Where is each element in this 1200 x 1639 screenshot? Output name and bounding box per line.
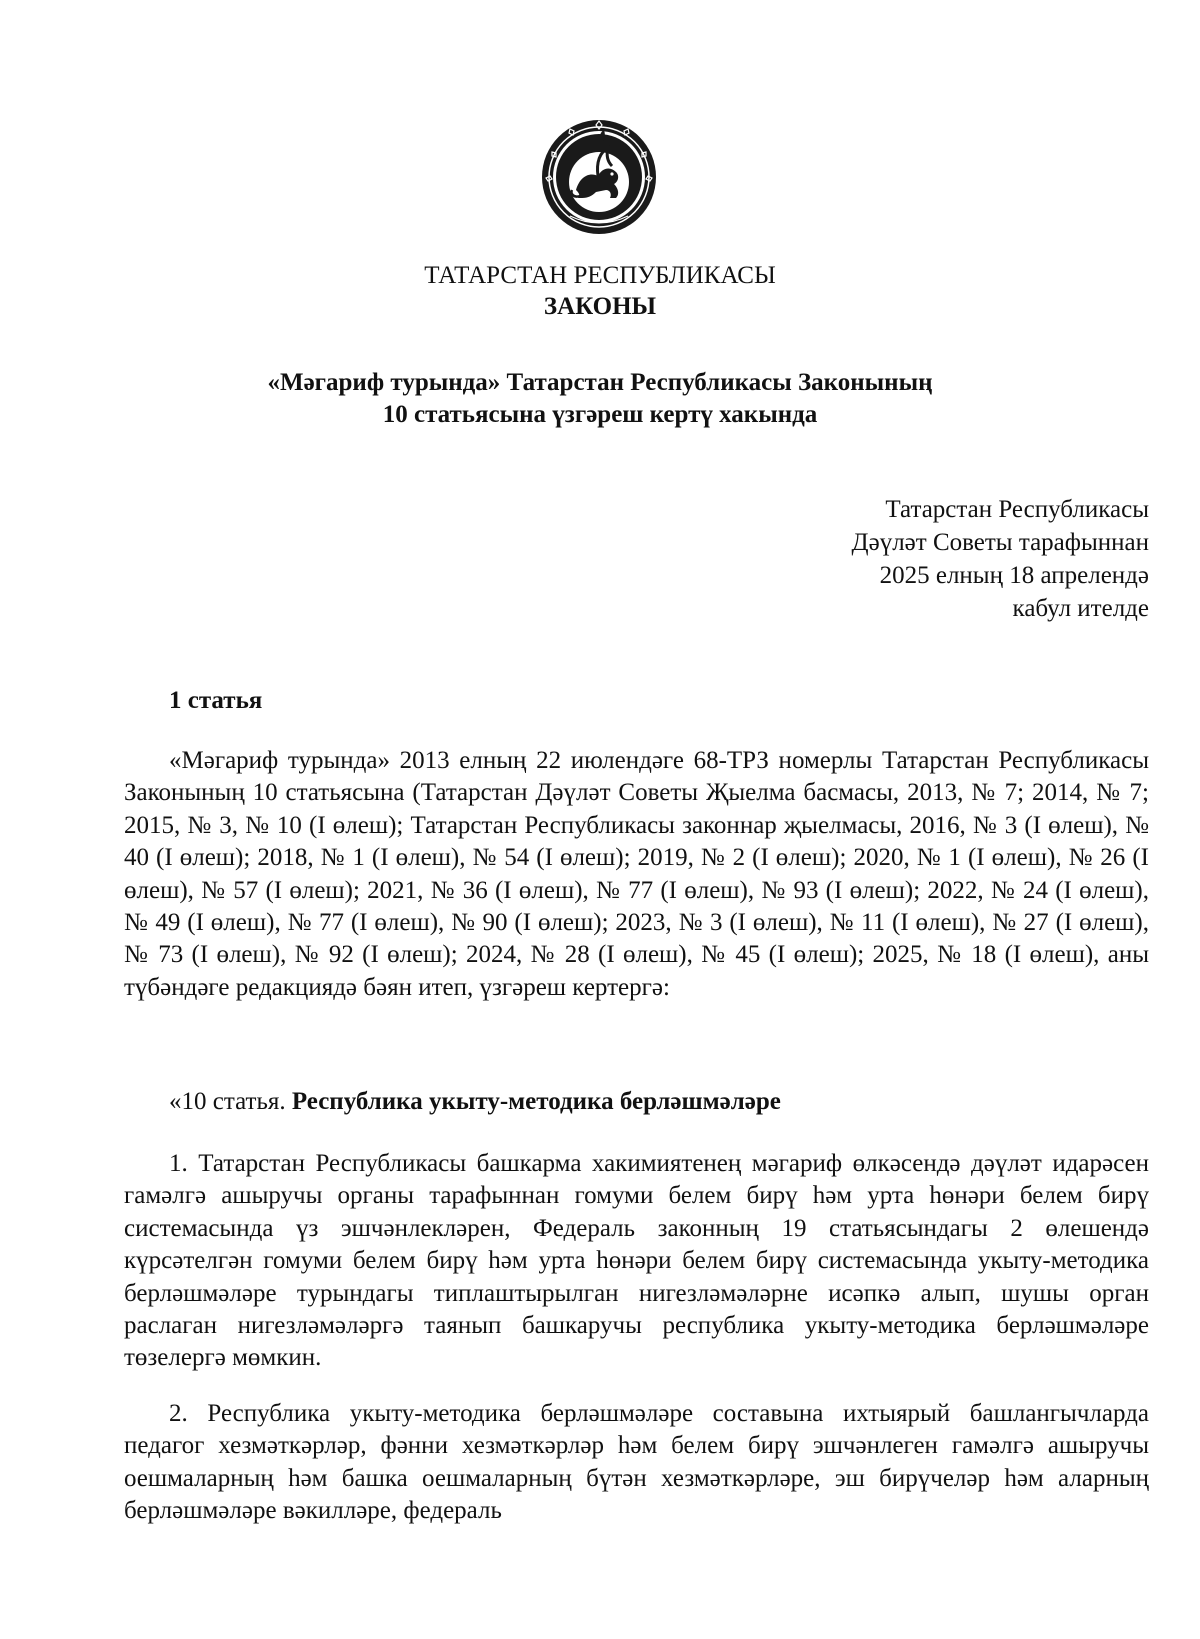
adoption-note bbox=[852, 493, 1149, 625]
law-title-line-2: 10 статьясына үзгәреш кертү хакында bbox=[382, 401, 818, 428]
adoption-line-4: кабул ителде bbox=[1012, 595, 1149, 622]
article-1-text: «Мәгариф турында» 2013 елның 22 июлендәге 68-ТРЗ номерлы Татарстан Республикасы Законының 10 статьясына (Татарстан Дәүләт Советы Җыелма басмасы, 2013, № 7; 2014, № 7; 2015, № 3, № 10 (I өлеш); Татарстан Республикасы законнар җыелмасы, 2016, № 3 (I өлеш), № 40 (I өлеш); 2018, № 1 (I өлеш), № 54 (I өлеш); 2019, № 2 (I өлеш); 2020, № 1 (I өлеш), № 26 (I өлеш), № 57 (I өлеш); 2021, № 36 (I өлеш), № 77 (I өлеш), № 93 (I өлеш); 2022, № 24 (I өлеш), № 49 (I өлеш), № 77 (I өлеш), № 90 (I өлеш); 2023, № 3 (I өлеш), № 11 (I өлеш), № 27 (I өлеш), № 73 (I өлеш), № 92 (I өлеш); 2024, № 28 (I өлеш), № 45 (I өлеш); 2025, № 18 (I өлеш), аны түбәндәге редакциядә бәян итеп, үзгәреш кертергә: bbox=[124, 747, 1149, 1001]
article-10-paragraph-2: 2. Республика укыту-методика берләшмәләре составына ихтыярый башлангычларда педагог хезмәткәрләр, фәнни хезмәткәрләр һәм белем бирү эшчәнлеген гамәлгә ашыручы оешмаларның һәм башка оешмаларның бүтән хезмәткәрләре, эш бирүчеләр һәм аларның берләшмәләре вәкилләре, федераль bbox=[124, 1400, 1149, 1525]
laws-heading: ЗАКОНЫ bbox=[543, 293, 657, 320]
tatarstan-coat-of-arms-icon bbox=[540, 118, 658, 236]
article-1-heading: 1 статья bbox=[169, 687, 263, 714]
adoption-line-3: 2025 елның 18 апрелендә bbox=[879, 562, 1149, 589]
republic-heading: ТАТАРСТАН РЕСПУБЛИКАСЫ bbox=[424, 262, 776, 289]
law-title-line-1: «Мәгариф турында» Татарстан Республикасы Законының bbox=[267, 369, 933, 396]
article-10-paragraph-1: 1. Татарстан Республикасы башкарма хакимиятенең мәгариф өлкәсендә дәүләт идарәсен гамәлгә ашыручы органы тарафыннан гомуми белем бирү һәм урта һөнәри белем бирү системасында үз эшчәнлекләрен, Федераль законның 19 статьясындагы 2 өлешендә күрсәтелгән гомуми белем бирү һәм урта һөнәри белем бирү системасында укыту-методика берләшмәләре турындагы типлаштырылган нигезләмәләрне исәпкә алып, шушы орган раслаган нигезләмәләргә таянып башкаручы республика укыту-методика берләшмәләре төзелергә мөмкин. bbox=[124, 1150, 1149, 1372]
adoption-line-1: Татарстан Республикасы bbox=[885, 496, 1149, 523]
law-title bbox=[0, 367, 1200, 431]
article-10-title: Республика укыту-методика берләшмәләре bbox=[291, 1088, 781, 1115]
article-10-prefix: «10 статья. bbox=[169, 1088, 286, 1115]
article-10-heading bbox=[169, 1087, 781, 1117]
adoption-line-2: Дәүләт Советы тарафыннан bbox=[851, 529, 1149, 556]
